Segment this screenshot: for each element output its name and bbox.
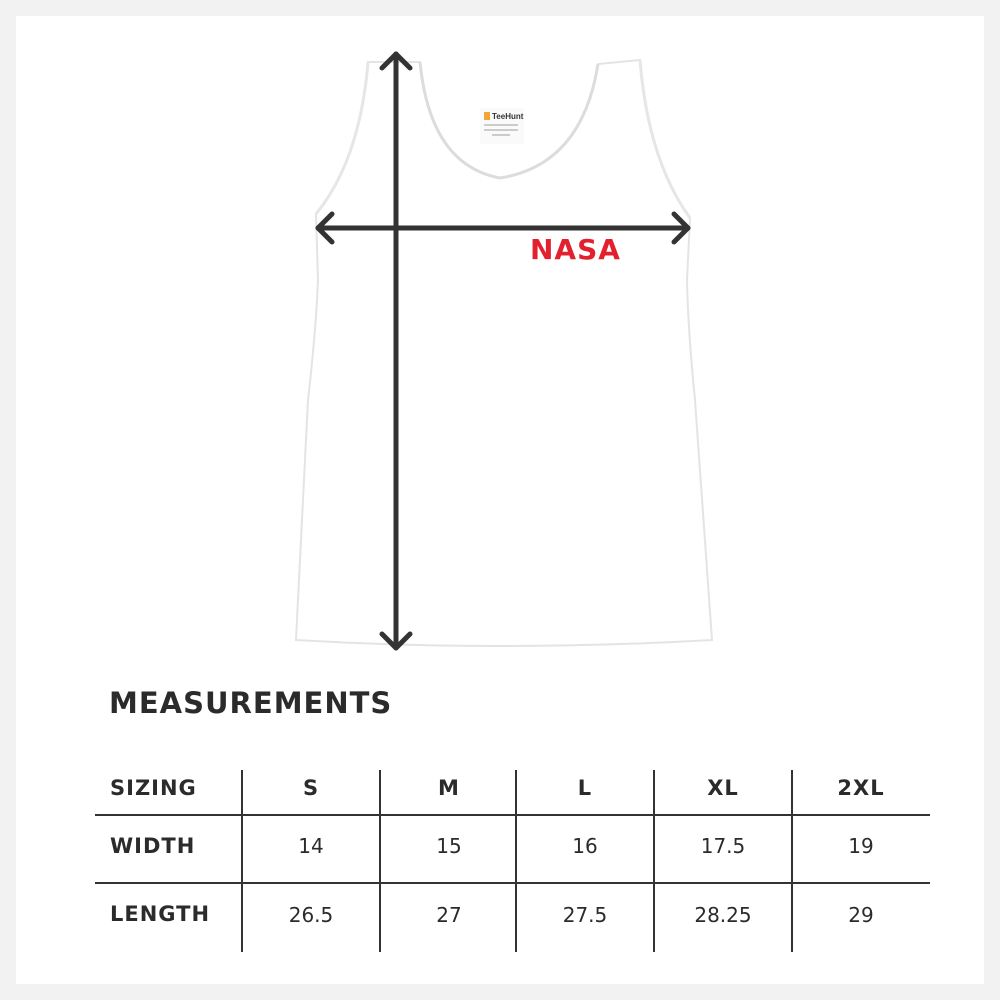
length-xl: 28.25 [694,903,752,927]
header-size-l: L [577,776,593,800]
length-m: 27 [436,903,462,927]
svg-text:TeeHunt: TeeHunt [492,112,524,121]
header-size-m: M [438,776,460,800]
width-xl: 17.5 [700,834,746,858]
width-m: 15 [436,834,462,858]
header-sizing: SIZING [110,776,197,800]
measurements-title: MEASUREMENTS [109,686,393,720]
length-s: 26.5 [288,903,334,927]
header-size-xl: XL [707,776,739,800]
width-2xl: 19 [848,834,874,858]
tank-top-shape [296,60,712,646]
length-l: 27.5 [562,903,608,927]
row-label-width: WIDTH [110,834,196,858]
width-l: 16 [572,834,598,858]
nasa-logo: NASA [530,233,621,266]
brand-tag [480,108,524,144]
header-size-2xl: 2XL [837,776,885,800]
size-table [95,770,930,952]
width-s: 14 [298,834,324,858]
row-label-length: LENGTH [110,902,211,926]
header-size-s: S [302,776,320,800]
length-2xl: 29 [848,903,874,927]
